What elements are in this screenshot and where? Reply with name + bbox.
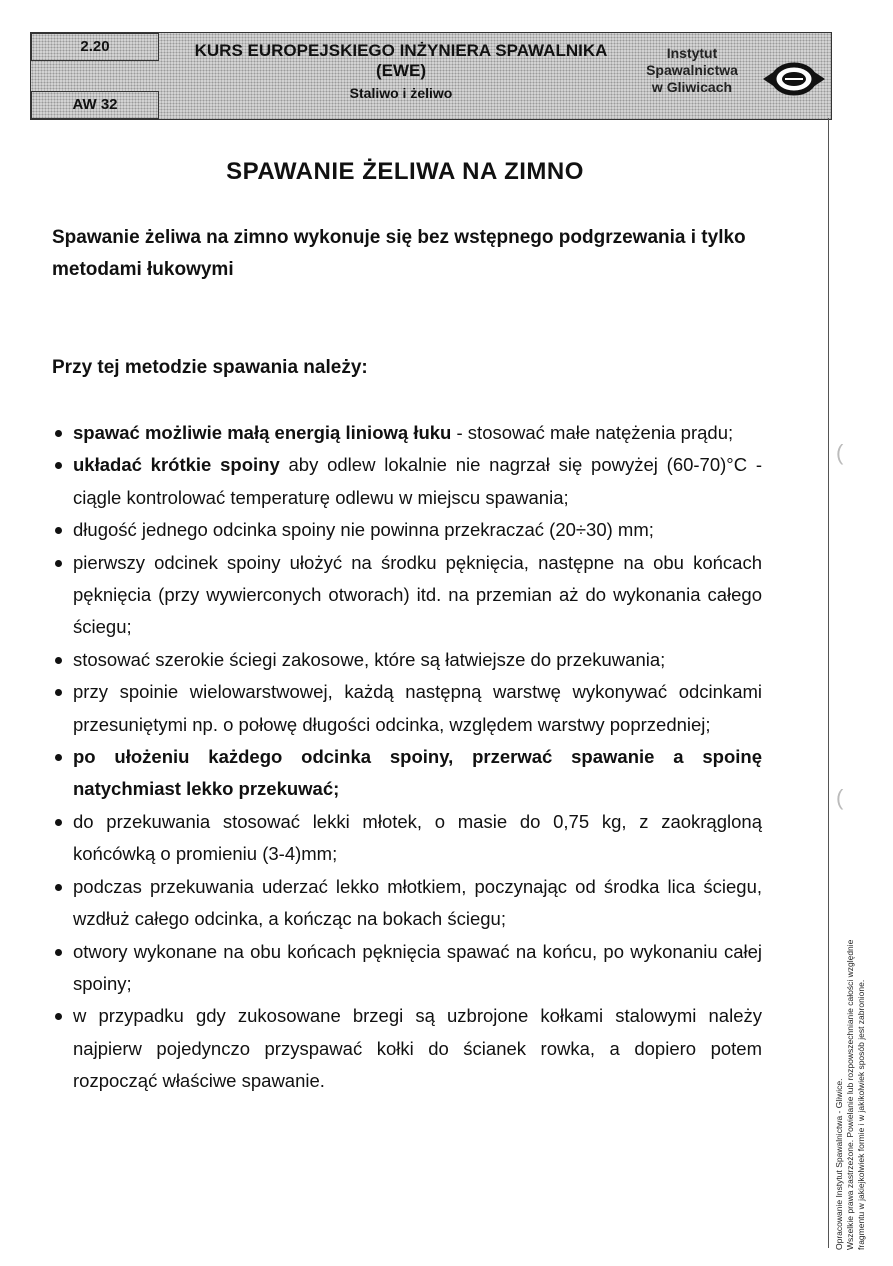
section-subheading: Przy tej metodzie spawania należy: (52, 357, 368, 378)
document-header (30, 32, 832, 120)
list-item (52, 871, 762, 936)
list-item-text: podczas przekuwania uderzać lekko młotkiem, poczynając od środka lica ściegu, wzdłuż całego odcinka, a kończąc na bokach ściegu; (73, 875, 762, 930)
list-item-text: pierwszy odcinek spoiny ułożyć na środku pęknięcia, następne na obu końcach pęknięcia (przy wywierconych otworach) itd. na przemian aż do wykonania całego ściegu; (73, 551, 762, 638)
list-item (52, 806, 762, 871)
course-topic: Staliwo i żeliwo (349, 85, 453, 101)
side-note-line-2: Wszelkie prawa zastrzeżone. Powielanie lub rozpowszechnianie całości względnie (845, 939, 855, 1250)
list-item-text: przy spoinie wielowarstwowej, każdą następną warstwę wykonywać odcinkami przesuniętymi np. o połowę długości odcinka, względem warstwy poprzedniej; (73, 681, 762, 735)
side-note-line-1: Opracowanie Instytut Spawalnictwa - Gliwice. (834, 1078, 844, 1250)
copyright-side-note (834, 880, 867, 1250)
list-item (52, 547, 762, 644)
institute-line-1: Instytut (666, 45, 718, 61)
course-title-block (181, 41, 621, 103)
list-item-text: stosować szerokie ściegi zakosowe, które są łatwiejsze do przekuwania; (73, 648, 666, 670)
course-name: KURS EUROPEJSKIEGO INŻYNIERA SPAWALNIKA (194, 41, 608, 60)
list-item (52, 449, 762, 514)
intro-paragraph: Spawanie żeliwa na zimno wykonuje się bez wstępnego podgrzewania i tylko metodami łukowymi (52, 227, 746, 280)
list-item (52, 741, 762, 806)
list-item (52, 514, 762, 546)
list-item (52, 417, 762, 449)
course-abbrev: (EWE) (375, 61, 427, 80)
side-note-line-3: fragmentu w jakiejkolwiek formie i w jakikolwiek sposób jest zabronione. (856, 979, 866, 1250)
list-item-text: aby odlew lokalnie nie nagrzał się powyżej (60-70)°C - ciągle kontrolować temperaturę odlewu w miejscu spawania; (73, 454, 762, 508)
list-item (52, 936, 762, 1001)
list-item-text: w przypadku gdy zukosowane brzegi są uzbrojone kołkami stalowymi należy najpierw pojedynczo przyspawać kołki do ścianek rowka, a dopiero potem rozpocząć właściwe spawanie. (73, 1005, 762, 1092)
list-item (52, 644, 762, 676)
sheet-code: AW 32 (31, 91, 159, 119)
instruction-list (52, 417, 762, 1098)
list-item (52, 676, 762, 741)
binder-hole-mark: ( (836, 440, 844, 465)
list-item-bold: układać krótkie spoiny (73, 454, 280, 476)
list-item-text: otwory wykonane na obu końcach pęknięcia spawać na końcu, po wykonaniu całej spoiny; (73, 940, 762, 994)
binder-hole-mark: ( (836, 785, 844, 810)
institute-logo-icon (761, 59, 827, 99)
list-item-bold: spawać możliwie małą energią liniową łuku (73, 422, 452, 443)
list-item-text: do przekuwania stosować lekki młotek, o masie do 0,75 kg, z zaokrągloną końcówką o promieniu (3-4)mm; (73, 810, 762, 865)
section-code: 2.20 (31, 33, 159, 61)
institute-line-3: w Gliwicach (651, 79, 733, 95)
list-item-text: długość jednego odcinka spoiny nie powinna przekraczać (20÷30) mm; (73, 519, 654, 541)
list-item (52, 1000, 762, 1097)
list-item-text: - stosować małe natężenia prądu; (451, 422, 734, 443)
list-item-bold: po ułożeniu każdego odcinka spoiny, przerwać spawanie a spoinę natychmiast lekko przekuwać; (73, 746, 762, 800)
page-title: SPAWANIE ŻELIWA NA ZIMNO (226, 158, 584, 185)
institute-name (637, 45, 747, 96)
institute-line-2: Spawalnictwa (646, 62, 738, 78)
right-margin-rule (828, 118, 829, 1248)
